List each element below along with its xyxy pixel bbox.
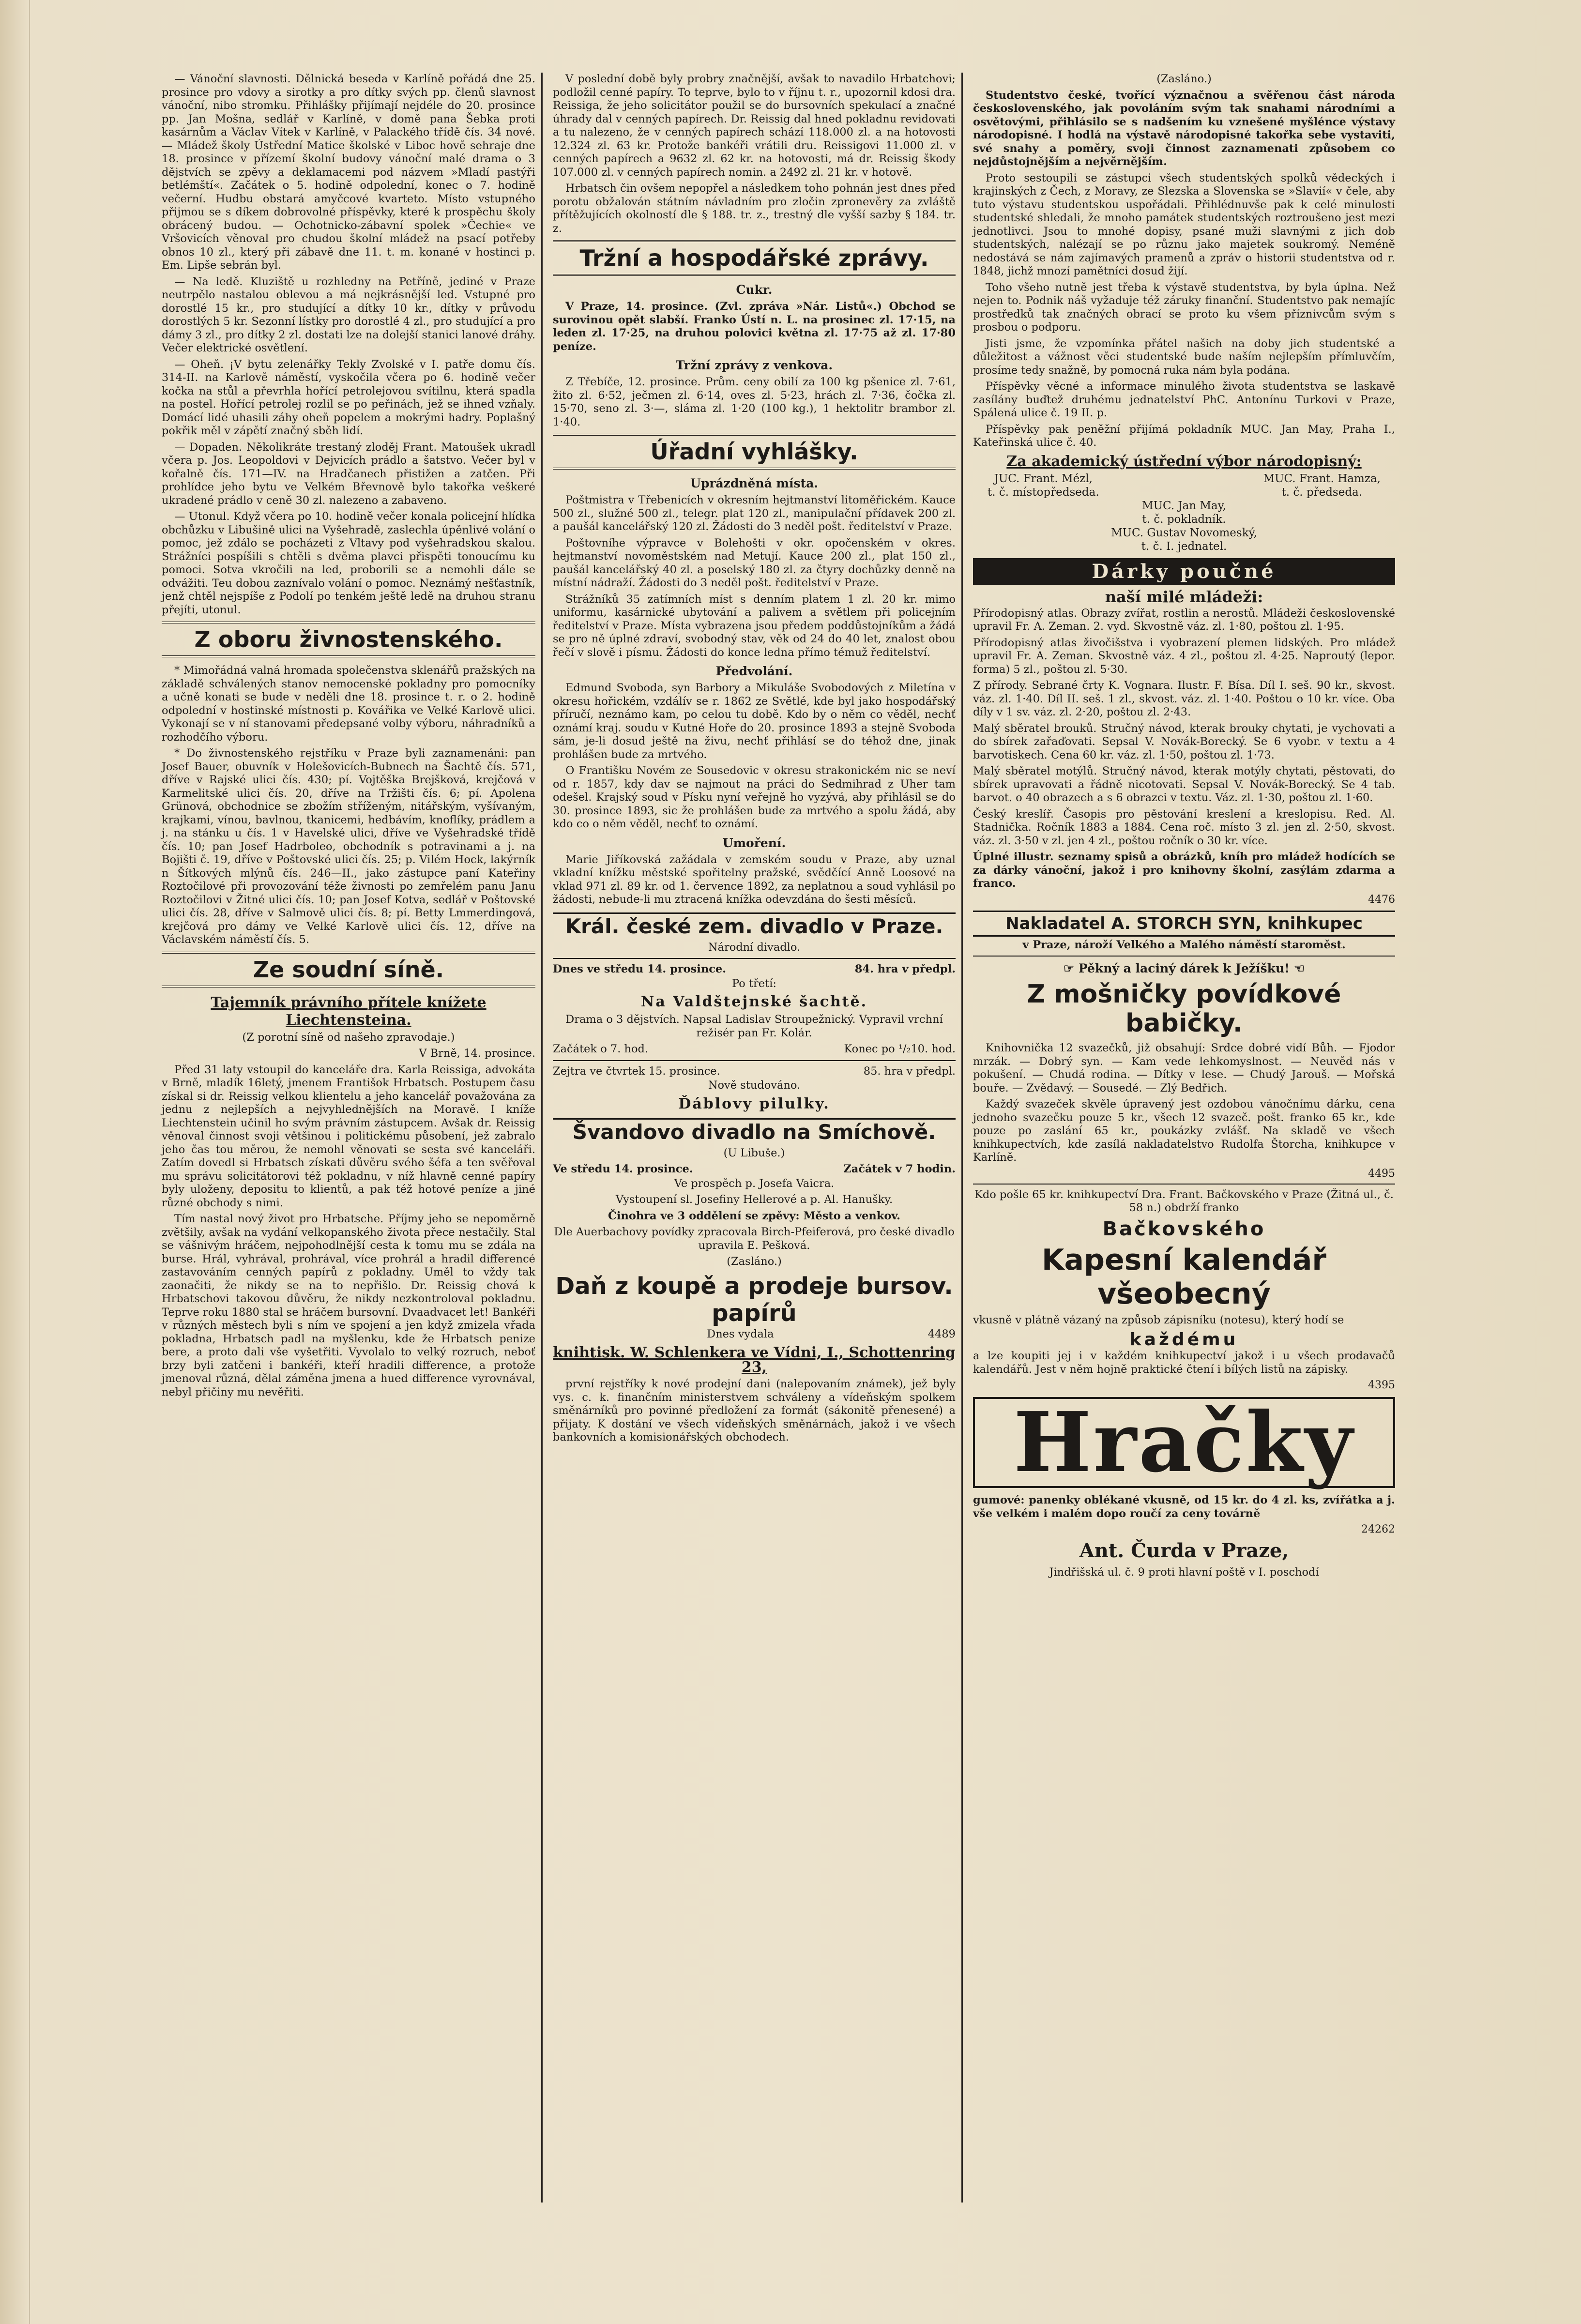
committee-row-1	[973, 472, 1395, 499]
ad-number: 24262	[1361, 1523, 1395, 1535]
ad-number: 4476	[1368, 893, 1395, 906]
gifts-ad-subheading: naší milé mládeži:	[1105, 587, 1263, 606]
newly-studied: Nově studováno.	[708, 1079, 801, 1092]
calendar-title: Kapesní kalendář všeobecný	[1042, 1243, 1326, 1311]
catalog-note: Úplné illustr. seznamy spisů a obrázků, kníh pro mládež hodících se za dárky vánoční, jakož i pro knihovny školní, zasýlám zdarma a franco.	[973, 851, 1395, 890]
svanda-guests: Vystoupení sl. Josefiny Hellerové a p. Al. Hanušky.	[615, 1193, 893, 1206]
performance-number: 84. hra v předpl.	[854, 963, 956, 975]
page-fold-shadow	[29, 0, 30, 2324]
storch-address: v Praze, nároží Velkého a Malého náměstí staroměst.	[1022, 938, 1346, 951]
calendar-intro: Kdo pošle 65 kr. knihkupectví Dra. Frant. Bačkovského v Praze (Žitná ul., č. 58 n.) obdrží franko	[974, 1188, 1394, 1214]
summons-svoboda: Edmund Svoboda, syn Barbory a Mikuláše Svobodových z Miletína v okresu hořickém, vzdálív se r. 1862 ze Světlé, kde byl jako hospodářský příručí, neznámo kam, po celou tu době. Kdo by o něm co věděl, nechť oznámí kraj. soudu v Kutné Hoře do 20. prosince 1893 a stejně Svoboda sám, je-li dosud ještě na živu, nechť přihlásí se do téhož dne, jinak prohlášen bude za mrtvého.	[553, 682, 956, 761]
member-name: MUC. Frant. Hamza,	[1263, 472, 1381, 485]
tax-ad-body: první rejstříky k nové prodejní dani (nalepovaním známek), jež byly vys. c. k. finančním ministerstvem schváleny a vídeňským spolkem směnárníků pro povinné předložení za formát (sákonitě přenesené) a přijaty. K dostání ve všech vídeňských směnárnách, jakož i ve všech bankovních a komisionářských obchodech.	[553, 1378, 956, 1443]
book-beetles: Malý sběratel brouků. Stručný návod, kterak brouky chytati, je vychovati a do sbírek zařaďovati. Sepsal V. Novák-Borecký. Se 6 vyobr. v textu a 4 barvotiskech. Cena 60 kr. váz. zl. 1·50, poštou zl. 1·73.	[973, 722, 1395, 761]
christmas-gift-text: Pěkný a laciný dárek k Ježíšku!	[1078, 961, 1290, 975]
performance-times	[553, 1043, 956, 1056]
toys-ad-body: gumové: panenky oblékané vkusně, od 15 kr. do 4 zl. ks, zvířátka a j. vše velkém i malém dopo roučí za ceny továrně	[973, 1494, 1395, 1520]
vacancies-heading: Uprázdněná místa.	[690, 476, 818, 490]
toys-ad-heading: Hračky	[973, 1397, 1395, 1488]
performance-third: Po třetí:	[732, 977, 776, 990]
ad-number: 4395	[1368, 1379, 1395, 1391]
book-nature: Z přírody. Sebrané črty K. Vognara. Ilustr. F. Bísa. Díl I. seš. 90 kr., skvost. váz. zl. 1·40. Díl II. seš. 1 zl., skvost. váz. zl. 1·40. Poštou o 10 kr. více. Oba díly v 1 sv. váz. zl. 2·20, poštou zl. 2·43.	[973, 679, 1395, 718]
svanda-benefit: Ve prospěch p. Josefa Vaicra.	[674, 1177, 835, 1190]
mosnicky-contents: Knihovnička 12 svazečků, již obsahují: Srdce dobré vidí Bůh. — Fjodor mrzák. — Dobrý syn. — Kam vede lehkomyslnost. — Neuvěd nás v pokušení. — Chudá rodina. — Dítky v lese. — Chudý Jarouš. — Mořská bouře. — Zvědavý. — Sousedé. — Zlý Bedřich.	[973, 1042, 1395, 1094]
court-article-body-4: Hrbatsch čin ovšem nepopřel a následkem toho pohnán jest dnes před porotu obžalován státním návladním pro zločin zpronevěry za zvláště přítěžujících okolností dle § 188. tr. z., trestný dle vyšší sazby § 184. tr. z.	[553, 182, 956, 235]
students-appeal-3: Toho všeho nutně jest třeba k výstavě studentstva, by byla úplna. Než nejen to. Podnik náš vyžaduje též záruky finanční. Studentstvo pak nemajíc prostředků tak značných obrací se proto ku všem příznivcům svým s prosbou o podporu.	[973, 281, 1395, 334]
member-name: MUC. Jan May,	[1142, 499, 1226, 512]
paid-notice-label: (Zasláno.)	[727, 1255, 782, 1268]
tax-ad-row	[553, 1328, 956, 1341]
mosnicky-offer: Každý svazeček skvěle úpravený jest ozdobou vánočnímu dárku, cena jednoho svazečku pouze 5 kr., všech 12 svazeč. pošt. franko 65 kr., kde pouze po zaslání 65 kr., poukázky zvlášť. Na skladě ve všech knihkupectvích, kde zasílá nakladatelstvo Rudolfa Štorcha, knihkupce v Karlíně.	[973, 1098, 1395, 1164]
article-trade-register: * Do živnostenského rejstříku v Praze byli zaznamenáni: pan Josef Bauer, obuvník v Holešovicích-Bubnech na Šachtě čís. 571, dříve v Rajské ulici čís. 430; pí. Vojtěška Brejšková, krejčová v Karmelitské ulici čís. 20, dříve na Tržišti čís. 6; pí. Apolena Grünová, obchodnice se zbožím stříženým, nitářským, vyšívaným, krajkami, vínou, bavlnou, tkanicemi, hedbávím, knoflíky, prádlem a j. na stánku u čís. 1 v Havelské ulici, dříve ve Vyšehradské třídě čís. 10; pan Josef Hadrboleo, obchodník s potravinami a j. na Bojišti č. 19, dříve v Poštovské ulici čís. 25; p. Vilém Hock, lakýrník n Šítkových mlýnů čís. 246—II., jako zástupce paní Kateřiny Roztočilové při provozování téže živnosti po zemřelém panu Janu Roztočilovi v Žitné ulici čís. 10; pan Josef Kotva, sedlář v Poštovské ulici čís. 28, dříve v Salmově ulici čís. 8; pí. Betty Lmmerdingová, krejčová pro dámy ve Velké Karlově ulici čís. 12, dříve na Václavském náměstí čís. 5.	[162, 747, 535, 946]
member-role: t. č. místopředseda.	[988, 486, 1099, 499]
committee-member	[1263, 472, 1381, 499]
trebic-prices: Z Třebíče, 12. prosince. Prům. ceny obilí za 100 kg pšenice zl. 7·61, žito zl. 6·52, ječmen zl. 6·14, oves zl. 5·23, hrách zl. 7·36, čočka zl. 15·70, seno zl. 3·—, sláma zl. 1·20 (100 kg.), 1 hektolitr brambor zl. 1·40.	[553, 376, 956, 428]
students-appeal-2: Proto sestoupili se zástupci všech studentských spolků vědeckých i krajinských z Čech, z Moravy, ze Slezska a Slovenska se »Slavií« v čele, aby tuto výstavu studentskou uspořádali. Přihlédnuvše pak k celé minulosti studentské shledali, že mnoho památek studentských roztroušeno jest mezi jednotlivci. Jsou to mnohé dopisy, psané muži slavnými z jich dob studentských, nalézají se po různu jako majetek soukromý. Neméně nedostává se nám zajímavých pramenů a zpráv o historii studentstva od r. 1848, jichž mnozí pamětníci dosud žijí.	[973, 171, 1395, 277]
svanda-date: Ve středu 14. prosince.	[553, 1163, 693, 1175]
book-animal-atlas: Přírodopisný atlas živočišstva i vyobrazení plemen lidských. Pro mládež upravil Fr. A. Zeman. Skvostně váz. 4 zl., poštou zl. 4·25. Naproutý (lepor. forma) 5 zl., poštou zl. 5·30.	[973, 636, 1395, 676]
play-title: Na Valdštejnské šachtě.	[640, 993, 868, 1010]
svanda-description: Dle Auerbachovy povídky zpracovala Birch-Pfeiferová, pro české divadlo upravila E. Pešková.	[554, 1226, 955, 1252]
committee-member	[988, 472, 1099, 499]
rural-market-heading: Tržní zprávy z venkova.	[675, 358, 833, 372]
paid-notice-label: (Zasláno.)	[1156, 73, 1212, 85]
play-title-2: Ďáblovy pilulky.	[678, 1095, 830, 1112]
book-drawing: Český kreslíř. Časopis pro pěstování kreslení a kreslopisu. Red. Al. Stadnička. Ročník 1883 a 1884. Cena roč. místo 3 zl. jen zl. 2·50, skvost. váz. zl. 3·50 v zl. jen 4 zl., poštou ročník o 30 kr. více.	[973, 807, 1395, 847]
performance-date: Dnes ve středu 14. prosince.	[553, 963, 727, 975]
national-theatre-subtitle: Národní divadlo.	[708, 941, 801, 954]
column-divider	[961, 73, 963, 2202]
sugar-report: V Praze, 14. prosince. (Zvl. zpráva »Nár. Listů«.) Obchod se surovinou opět slabší. Franko Ústí n. L. na prosinec zl. 17·15, na leden zl. 17·25, na druhou polovici května zl. 17·75 až zl. 17·80 peníze.	[553, 300, 956, 353]
section-market-heading: Tržní a hospodářské zprávy.	[553, 240, 956, 276]
column-middle	[546, 73, 962, 2280]
member-role: t. č. I. jednatel.	[1141, 540, 1227, 553]
svanda-theatre-heading: Švandovo divadlo na Smíchově.	[553, 1118, 956, 1145]
ad-number: 4495	[1368, 1167, 1395, 1180]
students-appeal-1: Studentstvo české, tvořící význačnou a svěřenou část národa československého, jak povoláním svým tak snahami národními a osvětovými, přihlásilo se s nadšením ku vznešené myšlénce výstavy národopisné. I hodlá na výstavě národopisné takořka sebe vystaviti, své snahy a poměry, svoji činnost zaznamenati způsobem co nejdůstojnějším a nejvěrnějším.	[973, 89, 1395, 168]
hand-pointer-icon: ☞	[1063, 961, 1079, 975]
member-role: t. č. pokladník.	[1142, 513, 1226, 526]
article-drowned: — Utonul. Když včera po 10. hodině večer konala policejní hlídka obchůzku v Libušině ulici na Vyšehradě, zaslechla úpěnlivé volání o pomoc, jež zdálo se pocházeti z Vltavy pod vyšehradskou skalou. Strážníci pospíšili s chtěli s dvěma plavci přispěti tonoucímu ku pomoci. Sotva vkročili na led, proborili se a nemohli dále se odvážiti. Teu dobou zaznívalo volání o pomoc. Neznámý nešťastník, jenž chtěl nejspíše z Podolí po tenkém ještě ledě na druhou stranu přejíti, utonul.	[162, 510, 535, 616]
summons-heading: Předvolání.	[715, 664, 793, 678]
committee-row-3	[973, 526, 1395, 553]
column-divider	[541, 73, 543, 2202]
calendar-availability: a lze koupiti jej i v každém knihkupectví jakož i u všech prodavačů kalendářů. Jest v něm hojně praktické čtení i bílých listů na zápisky.	[973, 1350, 1395, 1376]
play-description: Drama o 3 dějstvích. Napsal Ladislav Stroupežnický. Vypravil vrchní režisér pan Fr. Kolár.	[565, 1013, 943, 1039]
svanda-play: Činohra ve 3 oddělení se zpěvy: Město a venkov.	[608, 1209, 900, 1222]
national-theatre-heading: Král. české zem. divadlo v Praze.	[553, 912, 956, 939]
column-left	[155, 73, 542, 2280]
committee-member	[1111, 526, 1257, 553]
section-court-heading: Ze soudní síně.	[162, 952, 535, 987]
curda-name: Ant. Čurda v Praze,	[1079, 1539, 1289, 1562]
hand-pointer-icon: ☜	[1290, 961, 1305, 975]
sugar-heading: Cukr.	[736, 283, 773, 297]
svanda-theatre-subtitle: (U Libuše.)	[723, 1146, 785, 1159]
vacancy-guards: Strážníků 35 zatímních míst s denním platem 1 zl. 20 kr. mimo uniformu, kasárnické ubytování a palivem a světlem při policejním ředitelství v Praze. Místa vybrazena jsou předem poddůstojníkům a žádá se pro ně úplné zdraví, svobodný stav, věk od 24 do 40 let, znalost obou řečí v slově i písmu. Žádosti do konce ledna přímo témuž ředitelství.	[553, 592, 956, 659]
tax-ad-publisher: knihtisk. W. Schlenkera ve Vídni, I., Schottenring 23,	[553, 1344, 956, 1376]
students-appeal-5: Příspěvky věcné a informace minulého života studentstva se laskavě zasílány buďtež druhému jednatelství PhC. Antonínu Turkovi v Praze, Spálená ulice č. 19 II. p.	[973, 380, 1395, 419]
vacancy-postal-clerk: Poštovníhe výpravce v Bolehošti v okr. opočenském v okres. hejtmanství novoměstském nad Metují. Kauce 200 zl., plat 150 zl., paušál kancelářský 40 zl. a poselský 180 zl. za čtyry dochůzky denně na místní nádraží. Žádosti do 3 neděl pošt. ředitelství v Praze.	[553, 536, 956, 589]
member-role: t. č. předseda.	[1281, 486, 1363, 499]
tax-ad-heading: Daň z koupě a prodeje bursov. papírů	[555, 1272, 953, 1327]
court-article-body-1: Před 31 laty vstoupil do kanceláře dra. Karla Reissiga, advokáta v Brně, mladík 16letý, jmenem Františok Hrbatsch. Postupem času získal si dr. Reissig velkou klientelu a jeho kancelář považována za jednu z nejlepších a nejvyhlednějších na Moravě. I kníže Liechtenstein učinil ho svým právním zástupcem. Avšak dr. Reissig věnoval činnost svoji většinou i politickému působení, jež zabralo jeho čas tou měrou, že nemohl věnovati se sesta své kanceláři. Zatím dovedl si Hrbatsch získati důvěru svého šéfa a ten svěřoval mu správu solicitátorovi též pokladnu, v níž hlavně cenné papíry byly uloženy, depositu to klientů, a pak též hotové peníze a jiné různé obchody s nimi.	[162, 1063, 535, 1209]
column-right	[966, 73, 1402, 2280]
divider	[553, 958, 956, 959]
book-atlas: Přírodopisný atlas. Obrazy zvířat, rostlin a nerostů. Mládeži československé upravil Fr. A. Zeman. 2. vyd. Skvostně váz. zl. 1·80, poštou zl. 1·95.	[973, 607, 1395, 633]
summons-novy: O Františku Novém ze Sousedovic v okresu strakonickém nic se neví od r. 1857, kdy dav se najmout na práci do Sedmihrad z Uher tam odešel. Krajský soud v Písku nyní veřejně ho vyzývá, aby přihlásil se do 30. prosince 1893, sic že prohlášen bude za mrtvého a spolu žádá, aby kdo co o něm věděl, nechť to oznámí.	[553, 764, 956, 830]
court-article-body-2: Tím nastal nový život pro Hrbatsche. Příjmy jeho se nepoměrně zvětšily, avšak na vydání velkopanského života přece nestačily. Stal se vášnivým hráčem, nejpohodlnější cesta k tomu mu se zdála na burse. Hrál, vyhrával, prohrával, více prohrál a hradil differencé zastavováním cenných papírů z pokladny. Uměl to vždy tak zaonačiti, že nikdy se na to nepřišlo. Dr. Reissig chová k Hrbatschovi takovou důvěru, že nikdy nezkontroloval pokladnu. Teprve roku 1880 stal se hráčem bursovní. Dvaadvacet let! Bankéři v různých městech byli s ním ve spojení a jen když zmizela vřada pokladna, Hrbatsch padl na myšlenku, kde že Hrbatsch penize bere, a proto dali vše vyšetřiti. Vyvolalo to velký rozruch, neboť brzy byli zatčeni i bankéři, kteří hradili difference, a protože jmenoval různá, dělal záměna jmena a hued difference vyrovnával, nebyl přičiny mu nevěřiti.	[162, 1213, 535, 1398]
vacancy-postmaster: Poštmistra v Třebenicích v okresním hejtmanství litoměřickém. Kauce 500 zl., služné 500 zl., telegr. plat 120 zl., manipulační přídavek 200 zl. a paušál kancelářský 120 zl. Žádosti do 3 neděl pošt. ředitelství v Praze.	[553, 494, 956, 533]
committee-heading: Za akademický ústřední výbor národopisný:	[1006, 453, 1362, 470]
section-trade-heading: Z oboru živnostenského.	[162, 622, 535, 657]
article-caught: — Dopaden. Několikráte trestaný zloděj Frant. Matoušek ukradl včera p. Jos. Leopoldovi v Dejvicích prádlo a šatstvo. Večer byl v kořalně čís. 171—IV. na Hradčanech přistižen a zatčen. Při prohlídce jeho bytu ve Velkém Břevnově bylo takořka veškeré ukradené prádlo v ceně 30 zl. nalezeno a zabaveno.	[162, 440, 535, 507]
calendar-description: vkusně v plátně vázaný na způsob zápisníku (notesu), který hodí se	[973, 1313, 1344, 1326]
tomorrow-number: 85. hra v předpl.	[863, 1064, 956, 1078]
svanda-start: Začátek v 7 hodin.	[843, 1163, 956, 1175]
mosnicky-heading: Z mošničky povídkové babičky.	[1027, 980, 1341, 1038]
tax-ad-number: 4489	[927, 1327, 956, 1340]
christmas-gift-line	[973, 961, 1395, 976]
start-time: Začátek o 7. hod.	[553, 1043, 649, 1055]
storch-heading: Nakladatel A. STORCH SYN, knihkupec	[973, 911, 1395, 937]
court-article-body-3: V poslední době byly probry značnější, avšak to navadilo Hrbatchovi; podložil cenné papíry. To teprve, bylo to v říjnu t. r., upozornil kdosi dra. Reissiga, že jeho solicitátor použil se do bursovních spekulací a značné úhrady dal v cenných papírech. Dr. Reissig dal hned pokladnu revidovati a tu nalezeno, že v cenných papírech schází 118.000 zl. a na hotovosti 12.324 zl. 63 kr. Protože bankéři vrátili dru. Reissigovi 11.000 zl. v cenných papírech a 9632 zl. 62 kr. na hotovosti, má dr. Reissig škody 107.000 zl. v cenných papírech nomin. a 2492 zl. 21 kr. v hotově.	[553, 73, 956, 179]
article-christmas: — Vánoční slavnosti. Dělnická beseda v Karlíně pořádá dne 25. prosince pro vdovy a sirotky a pro dítky svých pp. členů slavnost vánoční, nibo stromku. Přihlášky přijímají nejdéle do 20. prosince pp. Jan Mošna, sedlář v Karlíně, v domě pana Šebka proti kasárnům a Václav Vítek v Karlíně, v Palackého třídě čís. 34 nové. — Mládež školy Ústřední Matice školské v Liboc hově sehraje dne 18. prosince v přízemí školní budovy vánoční malé drama o 3 dějstvích se zpěvy a deklamacemi pod názvem »Mladí pastýři betlémští«. Začátek o 5. hodině odpolední, konec o 7. hodině večerní. Hudbu obstará amyčcové kvarteto. Místo vstupného přijmou se s díkem dobrovolné příspěvky, které k prospěchu školy obrácený budou. — Ochotnicko-zábavní spolek »Čechie« ve Vršovicích věnoval pro chudou školní mládež na psací potřeby obnos 10 zl., který při zábavě dne 11. t. m. konané v hostinci p. Em. Lipše sebrán byl.	[162, 73, 535, 272]
divider	[973, 956, 1395, 957]
end-time: Konec po ¹/₂10. hod.	[844, 1043, 956, 1055]
section-official-heading: Úřadní vyhlášky.	[553, 434, 956, 470]
article-glaziers: * Mimořádná valná hromada společenstva sklenářů pražských na základě schválených stanov nemocenské pokladny pro pomocníky a učně konati se bude v neděli dne 18. prosince t. r. o 2. hodině odpolední v hostinské místnosti p. Kovářika ve Velké Karlově ulici. Vykonají se v ní stanovami předepsané volby výboru, náhradníků a rozhodčího výboru.	[162, 664, 535, 744]
book-butterflies: Malý sběratel motýlů. Stručný návod, kterak motýly chytati, pěstovati, do sbírek upravovati a řádně nicotovati. Sepsal V. Novák-Borecký. Se 4 tab. barvot. o 40 obrazech a s 6 obrazci v textu. Váz. zl. 1·30, poštou zl. 1·60.	[973, 765, 1395, 804]
calendar-publisher: Bačkovského	[1102, 1217, 1266, 1240]
committee-row-2	[973, 499, 1395, 526]
students-appeal-4: Jisti jsme, že vzpomínka přátel našich na doby jich studentské a důležitost a vážnost věci studentské bude naším nejlepším přímluvčím, prosíme tedy snažně, by pomocná ruka nám byla podána.	[973, 337, 1395, 377]
court-article-subtitle: (Z porotní síně od našeho zpravodaje.)	[242, 1031, 455, 1044]
divider	[973, 1184, 1395, 1185]
curda-address: Jindřišská ul. č. 9 proti hlavní poště v I. poschodí	[1049, 1566, 1319, 1579]
member-name: MUC. Gustav Novomeský,	[1111, 526, 1257, 539]
article-fire: — Oheň. ¡V bytu zelenářky Tekly Zvolské v I. patře domu čís. 314-II. na Karlově náměstí, vyskočila včera po 6. hodině večer kočka na stůl a převrhla hořící petrolejovou svítilnu, která spadla na postel. Hořící petrolej rozlil se po peřinách, jež se ihned vzňaly. Domácí lidé uhasili záhy oheň popelem a mokrými hadry. Poplašný pokřik měl v zápětí značný sběh lidí.	[162, 358, 535, 437]
court-article-dateline: V Brně, 14. prosince.	[419, 1047, 535, 1060]
cancellation-notice: Marie Jiříkovská zažádala v zemském soudu v Praze, aby uznal vkladní knížku městské spořitelny pražské, svědčící Anně Loosové na vklad 971 zl. 89 kr. od 1. července 1892, za neplatnou a soud vyhlásil po žádosti, nebude-li mu ztracená knížka odevzdána do šesti měsíců.	[553, 853, 956, 906]
tomorrow-date: Zejtra ve čtvrtek 15. prosince.	[553, 1064, 720, 1078]
member-name: JUC. Frant. Mézl,	[994, 472, 1093, 485]
tomorrow-row	[553, 1065, 956, 1078]
gifts-ad-heading: Dárky poučné	[973, 558, 1395, 585]
cancellation-heading: Umoření.	[722, 835, 786, 850]
court-article-title: Tajemník právního přítele knížete Liechtensteina.	[211, 994, 486, 1029]
tax-ad-issued: Dnes vydala	[707, 1327, 774, 1340]
divider	[553, 1060, 956, 1061]
article-ice: — Na ledě. Kluziště u rozhledny na Petříně, jediné v Praze neutrpělo nastalou oblevou a má nejkrásnější led. Vstupné pro dorostlé 15 kr., pro studující a dítky 10 kr., dítky v průvodu dorostlých 5 kr. Sezonní lístky pro dorostlé 4 zl., pro studující a pro dámy 3 zl., pro dítky 2 zl. dostati lze na dolejší stanici lanové dráhy. Večer elektrické osvětlení.	[162, 275, 535, 354]
students-appeal-6: Příspěvky pak peněžní přijímá pokladník MUC. Jan May, Praha I., Kateřinská ulice č. 40.	[973, 423, 1395, 449]
calendar-everyone: každému	[1129, 1330, 1239, 1350]
committee-member	[1142, 499, 1226, 526]
performance-row	[553, 963, 956, 976]
svanda-row	[553, 1163, 956, 1176]
